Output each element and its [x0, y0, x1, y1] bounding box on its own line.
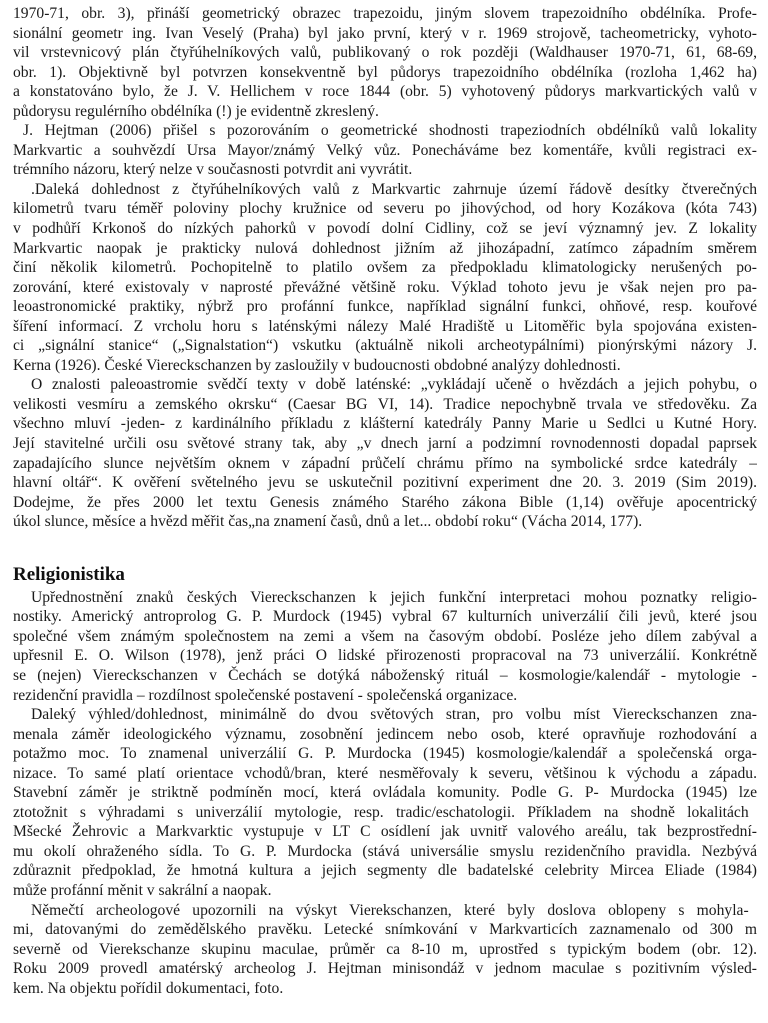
text-line: upřesnil E. O. Wilson (1978), jenž práci O lidské přirozenosti propracoval na 73 univerzálií. Konkrétně [13, 647, 757, 665]
text-line: kem. Na objektu pořídil dokumentaci, foto. [13, 979, 284, 997]
paragraph [13, 180, 757, 375]
text-line: hlavní oltář“. K ověření světelného jevu se uskutečnil pozitivní experiment dne 20. 3. 2019 (Sim 2019). [13, 474, 757, 492]
paragraph [13, 901, 757, 999]
text-line: Markvartic naopak je prakticky nulová dohlednost jižním až jihozápadní, zatímco západním směrem [13, 239, 757, 257]
text-line: může profánní měnit v sakrální a naopak. [13, 881, 272, 899]
text-line: mi, datovanými do zemědělského pravěku. Letecké snímkování v Markvarticích zaznamenalo od 300 m [13, 921, 757, 939]
paragraph [13, 121, 757, 180]
text-line: zdůraznit předpoklad, že hmotná kultura a jejich segmenty dle badatelské celebrity Mircea Eliade (1984) [13, 862, 757, 880]
text-line: se (nejen) Viereckschanzen v Čechách se dotýká náboženský rituál – kosmologie/kalendář - mytologie - [13, 666, 757, 684]
text-line: vil vrstevnicový plán čtyřúhelníkových valů, publikovaný o rok později (Waldhauser 1970-71, 61, 68-69, [13, 44, 757, 62]
section-heading: Religionistika [13, 563, 125, 585]
text-line: úkol slunce, měsíce a hvězd měřit čas„na znamení časů, dnů a let... období roku“ (Vácha 2014, 177). [13, 513, 643, 531]
text-line: a konstatováno bylo, že J. V. Hellichem v roce 1844 (obr. 5) vyhotovený půdorys markvartických valů v [13, 83, 757, 101]
text-line: činí několik kilometrů. Pochopitelně to platilo ovšem za předpokladu klimatologicky nerušených po- [13, 259, 757, 277]
text-line: nizace. To samé platí orientace vchodů/bran, které nesměřovaly k severu, většinou k východu a západu. [13, 764, 757, 782]
text-line: severně od Vierekschanze skupinu maculae, průměr ca 8-10 m, uprostřed s typickým bodem (obr. 12). [13, 940, 757, 958]
text-line: zorování, které existovaly v naprosté převážné většině roku. Výklad tohoto jevu je však nejen pro pa- [13, 278, 757, 296]
text-line: Mšecké Žehrovic a Markvarktic vystupuje v LT C osídlení jak uvnitř valového areálu, tak bezprostřední- [13, 823, 757, 841]
section-religionistika [13, 562, 757, 998]
text-line: v podhůří Krkonoš do nízkých pahorků v povodí dolní Cidliny, což se jeví významný jev. Z lokality [13, 220, 757, 238]
text-line: Markvartic a souhvězdí Ursa Mayor/známý Velký vůz. Ponecháváme bez komentáře, kvůli registraci ex- [13, 141, 757, 159]
paragraph [13, 4, 757, 121]
text-line: trémního názoru, který nelze v současnosti potvrdit ani vyvrátit. [13, 161, 413, 179]
text-line: O znalosti paleoastromie svědčí texty v době laténské: „vykládají učeně o hvězdách a jejich pohybu, o [31, 376, 757, 394]
text-line: .Daleká dohlednost z čtyřúhelníkových valů z Markvartic zahrnuje území řádově desítky čtverečných [31, 180, 757, 198]
section-spacer [13, 532, 757, 562]
text-line: ci „signální stanice“ („Signalstation“) vskutku (aktuálně nikoli archeotypálními) pionýrskými názory J. [13, 337, 757, 355]
text-line: velikosti vesmíru a zemského okrsku“ (Caesar BG VI, 14). Tradice nepochybně trvala ve středověku. Za [13, 395, 757, 413]
text-line: půdorysu regulérního obdélníka (!) je evidentně zkreslený. [13, 102, 379, 120]
text-line: Kerna (1926). České Viereckschanzen by zasloužily v budoucnosti obdobné analýzy dohlednosti. [13, 356, 621, 374]
text-line: všechno mluví -jeden- z kardinálního příkladu z klášterní katedrály Panny Marie u Sedlci u Kutné Hory. [13, 415, 757, 433]
text-line: mu okolí ohraženého sídla. To G. P. Murdocka (stává universálie smyslu rezidenčního pravidla. Nezbývá [13, 842, 757, 860]
text-line: rezidenční pravidla – rozdílnost společenské postavení - společenská organizace. [13, 686, 518, 704]
text-line: Dodejme, že přes 2000 let textu Genesis známého Starého zákona Bible (1,14) ověřuje apocentrický [13, 493, 757, 511]
text-line: J. Hejtman (2006) přišel s pozorováním o geometrické shodnosti trapeziodních obdélníků valů lokality [23, 122, 757, 140]
text-line: Její stavitelné určili osu světové strany tak, aby „v dnech jarní a podzimní rovnodennosti dopadal paprsek [13, 435, 757, 453]
text-line: menala záměr ideologického významu, zosobnění jedincem nebo osob, které opravňuje rozhodování a [13, 725, 757, 743]
paragraph [13, 588, 757, 705]
text-line: ztotožnit s výhradami s univerzálií mytologie, resp. tradic/eschatologii. Příkladem na shodně lokalitách [13, 803, 749, 821]
text-line: Němečtí archeologové upozornili na výskyt Vierekschanzen, které byly doslova oblopeny s mohyla- [31, 901, 749, 919]
text-line: společné všem známým společnostem na zemi a všem na časovým období. Posléze jeho dílem zabýval a [13, 627, 757, 645]
text-line: zapadajícího slunce největším oknem v západní průčelí chrámu přímo na symbolické srdce katedrály – [13, 454, 757, 472]
section-continuation [13, 4, 757, 532]
text-line: sionální geometr ing. Ivan Veselý (Praha) byl jako první, který v r. 1969 strojově, tacheometricky, vyhoto- [13, 24, 757, 42]
paragraph [13, 705, 757, 900]
text-line: obr. 1). Objektivně byl potvrzen konsekventně byl půdorys trapezoidního obdélníka (rozloha 1,462 ha) [13, 63, 757, 81]
text-line: Daleký výhled/dohlednost, minimálně do dvou světových stran, pro volbu míst Viereckschanzen zna- [31, 706, 757, 724]
text-line: nostiky. Americký antroprolog G. P. Murdock (1945) vybral 67 kulturních univerzálií čili jevů, které jsou [13, 608, 757, 626]
text-line: Upřednostnění znaků českých Viereckschanzen k jejich funkční interpretaci mohou poznatky religio- [31, 588, 757, 606]
text-line: Roku 2009 provedl amatérský archeolog J. Hejtman minisondáž v jednom maculae s pozitivním výsled- [13, 960, 757, 978]
paragraph [13, 375, 757, 531]
text-line: kilometrů tvaru téměř poloviny plochy kružnice od severu po jihovýchod, od hory Kozákova (kóta 743) [13, 200, 757, 218]
text-line: leoastronomické praktiky, nýbrž pro profánní funkce, například signální funkci, ohňové, resp. kouřové [13, 298, 757, 316]
text-line: šíření informací. Z vrcholu horu s laténskými nálezy Malé Hradiště u Litoměřic byla spojována existen- [13, 317, 757, 335]
text-line: Stavební záměr je striktně podmíněn mocí, která ovládala komunity. Podle G. P- Murdocka (1945) lze [13, 784, 757, 802]
document-page [13, 4, 757, 998]
text-line: potažmo moc. To znamenal univerzálií G. P. Murdocka (1945) kosmologie/kalendář a společenská orga- [13, 745, 757, 763]
text-line: 1970-71, obr. 3), přináší geometrický obrazec trapezoidu, jiným slovem trapezoidního obdélníka. Profe- [13, 5, 757, 22]
